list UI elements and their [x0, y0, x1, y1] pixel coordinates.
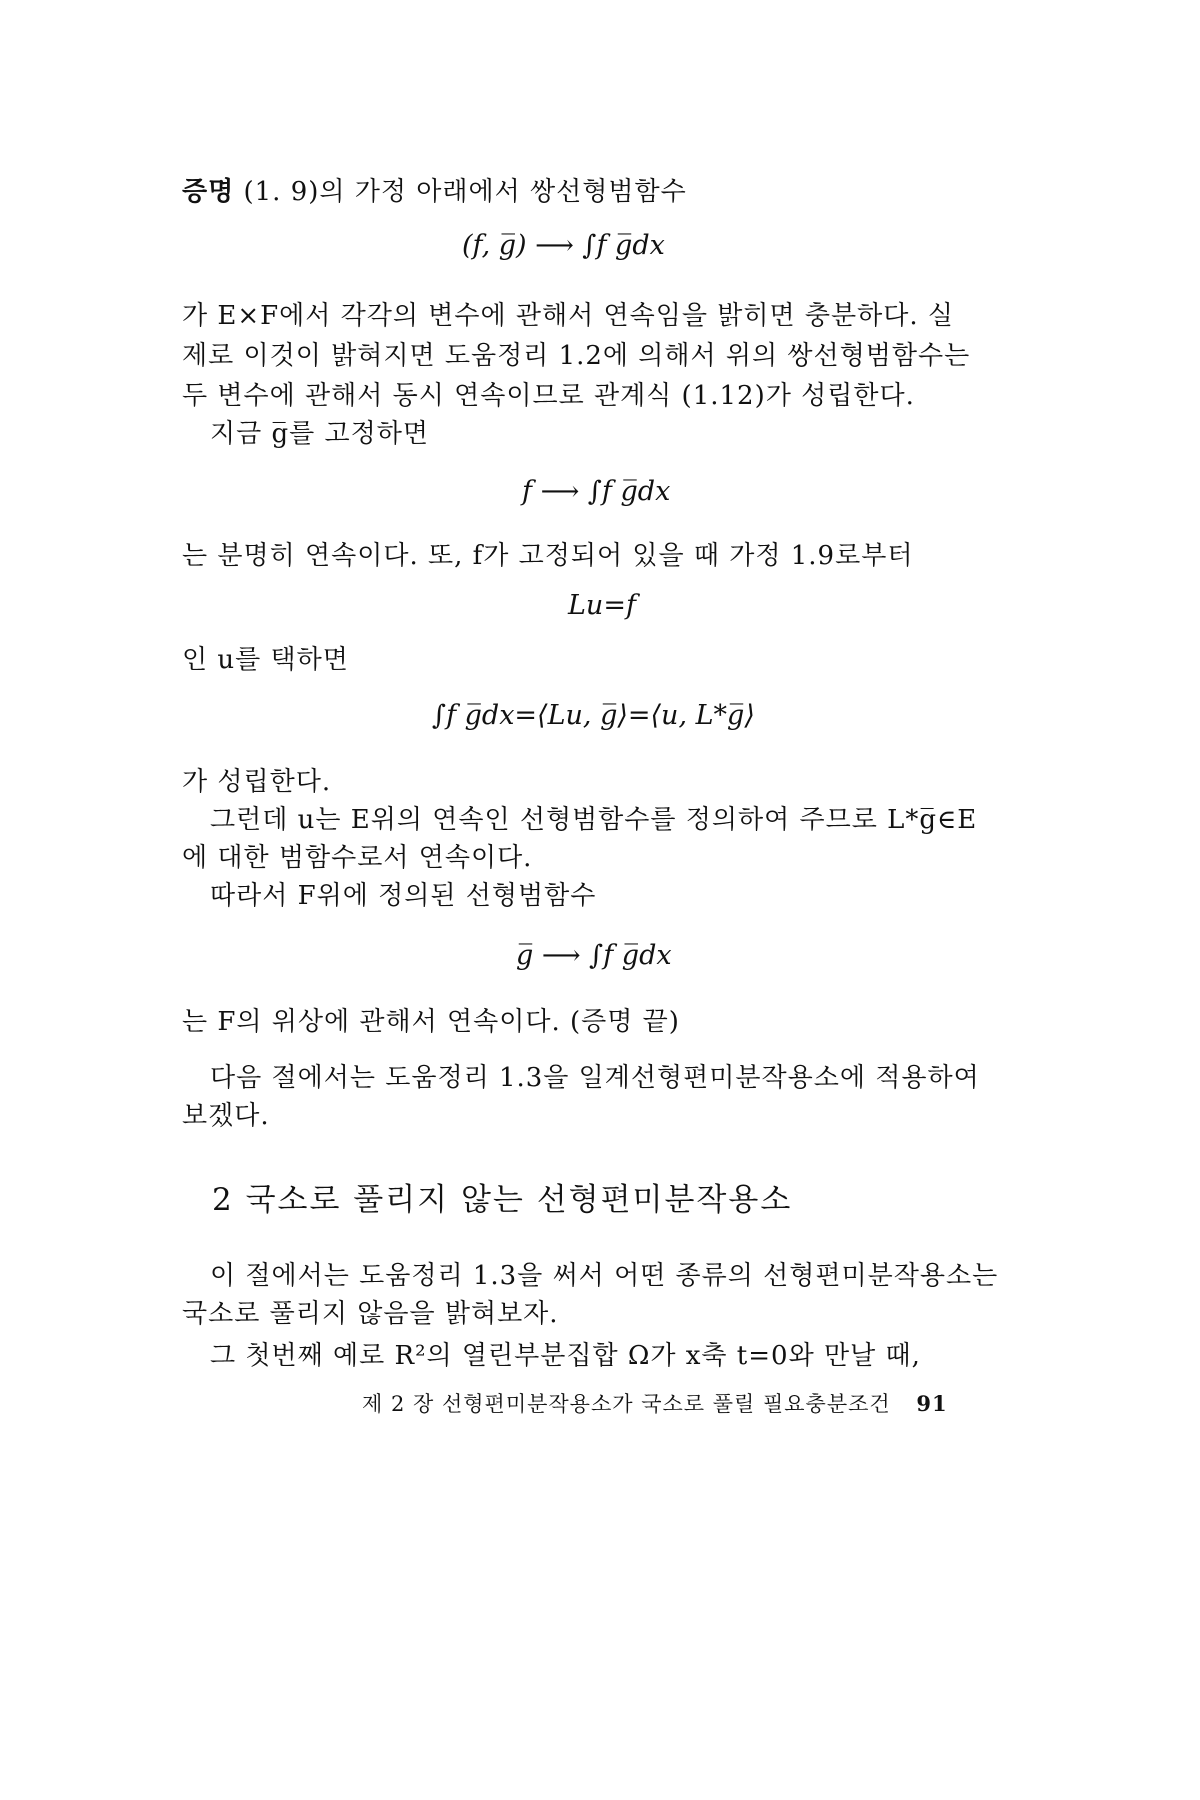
display-formula-1: (f, g̅) ⟶ ∫f g̅dx	[462, 230, 665, 261]
paragraph-line: 그 첫번째 예로 R²의 열린부분집합 Ω가 x축 t=0와 만날 때,	[210, 1341, 921, 1371]
paragraph-line: 가 성립한다.	[182, 767, 332, 797]
paragraph-line: 는 분명히 연속이다. 또, f가 고정되어 있을 때 가정 1.9로부터	[182, 541, 914, 571]
paragraph-line: 가 E×F에서 각각의 변수에 관해서 연속임을 밝히면 충분하다. 실	[182, 301, 954, 331]
paragraph-line: 지금 g̅를 고정하면	[210, 419, 429, 449]
paragraph-line: 두 변수에 관해서 동시 연속이므로 관계식 (1.12)가 성립한다.	[182, 381, 915, 411]
display-formula-3: Lu=f	[568, 590, 636, 621]
footer-chapter-title: 제 2 장 선형편미분작용소가 국소로 풀릴 필요충분조건	[362, 1392, 891, 1416]
paragraph-line: 에 대한 범함수로서 연속이다.	[182, 843, 533, 873]
paragraph-line: 보겠다.	[182, 1101, 270, 1131]
display-formula-5: g̅ ⟶ ∫f g̅dx	[516, 940, 672, 971]
running-footer	[362, 1384, 1022, 1424]
paragraph-line: 국소로 풀리지 않음을 밝혀보자.	[182, 1299, 559, 1329]
page-number: 91	[916, 1391, 948, 1416]
paragraph-line: 그런데 u는 E위의 연속인 선형범함수를 정의하여 주므로 L*g̅∈E	[210, 805, 978, 835]
section-heading: 2 국소로 풀리지 않는 선형편미분작용소	[212, 1182, 793, 1218]
display-formula-2: f ⟶ ∫f g̅dx	[522, 476, 671, 507]
paragraph-line: 이 절에서는 도움정리 1.3을 써서 어떤 종류의 선형편미분작용소는	[210, 1261, 999, 1291]
proof-intro	[182, 172, 1042, 212]
display-formula-4: ∫f g̅dx=⟨Lu, g̅⟩=⟨u, L*g̅⟩	[432, 700, 755, 731]
paragraph-line: 다음 절에서는 도움정리 1.3을 일계선형편미분작용소에 적용하여	[210, 1063, 980, 1093]
paragraph-line: 인 u를 택하면	[182, 645, 349, 675]
paragraph-line: 제로 이것이 밝혀지면 도움정리 1.2에 의해서 위의 쌍선형범함수는	[182, 341, 971, 371]
paragraph-line: 따라서 F위에 정의된 선형범함수	[210, 881, 597, 911]
paragraph-line: 는 F의 위상에 관해서 연속이다. (증명 끝)	[182, 1007, 680, 1037]
proof-label: 증명	[182, 177, 235, 207]
proof-intro-text: (1. 9)의 가정 아래에서 쌍선형범함수	[234, 177, 687, 207]
